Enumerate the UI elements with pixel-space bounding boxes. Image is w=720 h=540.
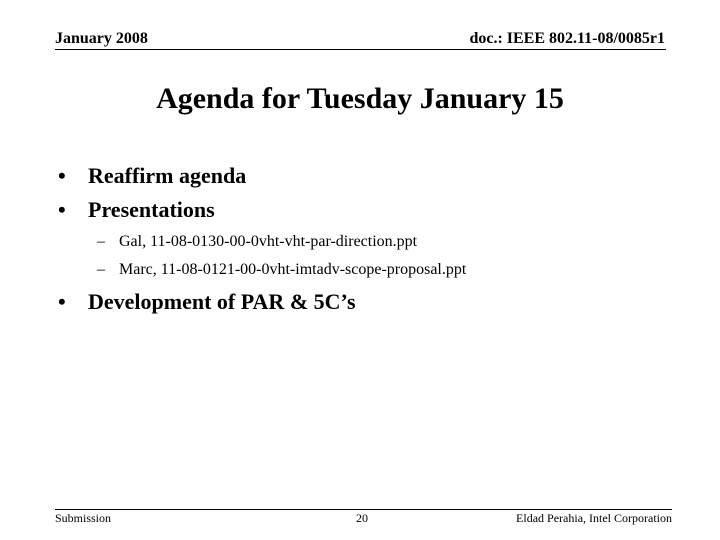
header-doc-id: doc.: IEEE 802.11-08/0085r1 [469,30,665,47]
bullet-icon: • [58,163,66,188]
dash-icon: – [97,233,105,250]
dash-icon: – [97,261,105,278]
header-divider [55,49,666,50]
presentation-item-gal [97,232,417,252]
presentation-text: Marc, 11-08-0121-00-0vht-imtadv-scope-proposal.ppt [119,261,467,278]
presentation-text: Gal, 11-08-0130-00-0vht-vht-par-direction.ppt [119,233,418,250]
footer-author: Eldad Perahia, Intel Corporation [516,511,672,525]
agenda-item-par-5c [58,289,356,315]
footer-divider [55,509,672,510]
page-number: 20 [356,511,368,525]
agenda-item-presentations [58,197,215,223]
agenda-item-text: Presentations [88,197,215,222]
header-date: January 2008 [55,30,148,47]
presentation-item-marc [97,260,466,280]
bullet-icon: • [58,197,66,222]
agenda-item-text: Development of PAR & 5C’s [88,289,356,314]
slide-title: Agenda for Tuesday January 15 [156,82,564,115]
bullet-icon: • [58,289,66,314]
footer-submission: Submission [55,511,112,525]
agenda-item-text: Reaffirm agenda [88,163,247,188]
agenda-item-reaffirm [58,163,246,189]
